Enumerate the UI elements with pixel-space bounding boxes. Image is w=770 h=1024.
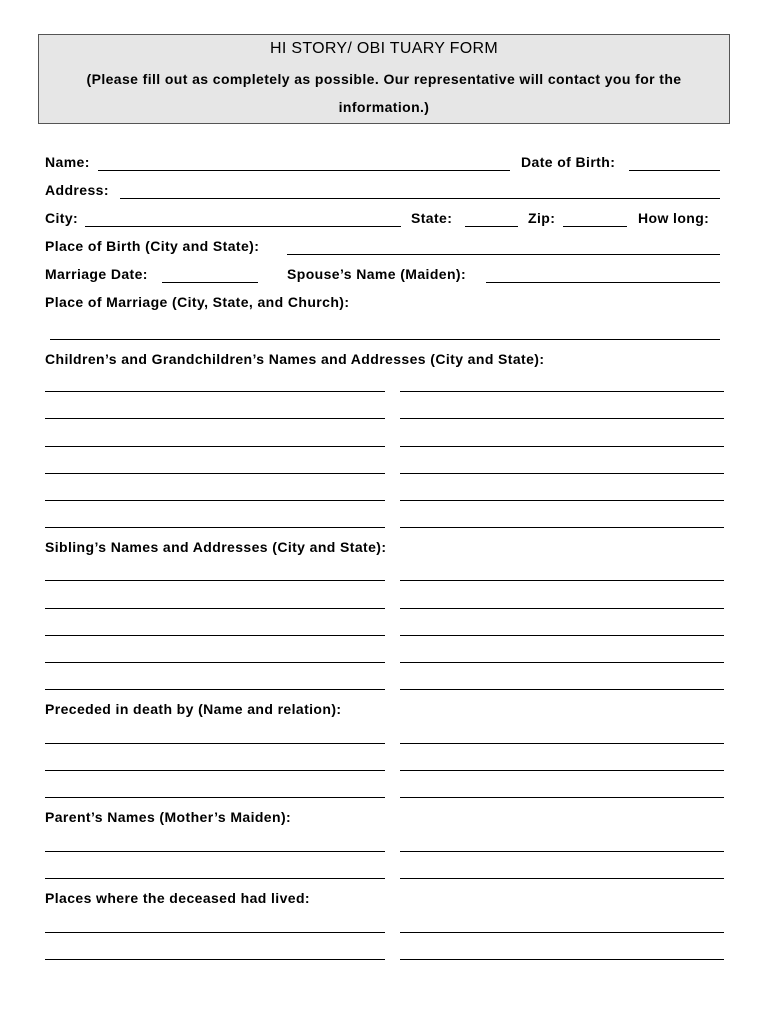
marriage-date-field[interactable] <box>162 266 258 283</box>
answer-line-left[interactable] <box>45 500 385 501</box>
how-long-label: How long: <box>638 210 710 226</box>
parents-section-label: Parent’s Names (Mother’s Maiden): <box>45 809 292 825</box>
preceded-section-label: Preceded in death by (Name and relation): <box>45 701 342 717</box>
answer-line-left[interactable] <box>45 473 385 474</box>
place-of-birth-field[interactable] <box>287 238 720 255</box>
answer-line-right[interactable] <box>400 689 724 690</box>
zip-field[interactable] <box>563 210 627 227</box>
answer-line-right[interactable] <box>400 797 724 798</box>
city-field[interactable] <box>85 210 401 227</box>
place-of-marriage-field[interactable] <box>50 323 720 340</box>
spouse-name-field[interactable] <box>486 266 720 283</box>
answer-line-right[interactable] <box>400 878 724 879</box>
children-section-label: Children’s and Grandchildren’s Names and Addresses (City and State): <box>45 351 545 367</box>
answer-line-right[interactable] <box>400 932 724 933</box>
answer-line-left[interactable] <box>45 797 385 798</box>
answer-line-right[interactable] <box>400 743 724 744</box>
place-of-marriage-label: Place of Marriage (City, State, and Church): <box>45 294 350 310</box>
date-of-birth-label: Date of Birth: <box>521 154 616 170</box>
answer-line-left[interactable] <box>45 418 385 419</box>
zip-label: Zip: <box>528 210 556 226</box>
answer-line-left[interactable] <box>45 770 385 771</box>
state-field[interactable] <box>465 210 518 227</box>
siblings-section-label: Sibling’s Names and Addresses (City and State): <box>45 539 387 555</box>
answer-line-right[interactable] <box>400 580 724 581</box>
spouse-name-label: Spouse’s Name (Maiden): <box>287 266 467 282</box>
answer-line-left[interactable] <box>45 932 385 933</box>
city-label: City: <box>45 210 79 226</box>
answer-line-left[interactable] <box>45 878 385 879</box>
answer-line-left[interactable] <box>45 635 385 636</box>
place-of-birth-label: Place of Birth (City and State): <box>45 238 260 254</box>
answer-line-right[interactable] <box>400 851 724 852</box>
answer-line-left[interactable] <box>45 446 385 447</box>
name-label: Name: <box>45 154 90 170</box>
name-field[interactable] <box>98 154 510 171</box>
answer-line-right[interactable] <box>400 500 724 501</box>
answer-line-left[interactable] <box>45 662 385 663</box>
state-label: State: <box>411 210 453 226</box>
answer-line-left[interactable] <box>45 580 385 581</box>
answer-line-right[interactable] <box>400 473 724 474</box>
form-header <box>38 34 730 124</box>
answer-line-right[interactable] <box>400 608 724 609</box>
answer-line-left[interactable] <box>45 851 385 852</box>
answer-line-left[interactable] <box>45 959 385 960</box>
answer-line-right[interactable] <box>400 959 724 960</box>
places-section-label: Places where the deceased had lived: <box>45 890 310 906</box>
form-title: HI STORY/ OBI TUARY FORM <box>270 40 498 57</box>
answer-line-right[interactable] <box>400 446 724 447</box>
answer-line-right[interactable] <box>400 391 724 392</box>
answer-line-right[interactable] <box>400 662 724 663</box>
answer-line-right[interactable] <box>400 527 724 528</box>
answer-line-left[interactable] <box>45 743 385 744</box>
address-field[interactable] <box>120 182 720 199</box>
answer-line-right[interactable] <box>400 770 724 771</box>
answer-line-left[interactable] <box>45 689 385 690</box>
form-instructions-line1: (Please fill out as completely as possible. Our representative will contact you for the <box>86 71 682 87</box>
answer-line-left[interactable] <box>45 527 385 528</box>
answer-line-left[interactable] <box>45 391 385 392</box>
answer-line-right[interactable] <box>400 635 724 636</box>
form-instructions-line2: information.) <box>338 99 430 115</box>
answer-line-left[interactable] <box>45 608 385 609</box>
date-of-birth-field[interactable] <box>629 154 720 171</box>
marriage-date-label: Marriage Date: <box>45 266 148 282</box>
answer-line-right[interactable] <box>400 418 724 419</box>
address-label: Address: <box>45 182 109 198</box>
